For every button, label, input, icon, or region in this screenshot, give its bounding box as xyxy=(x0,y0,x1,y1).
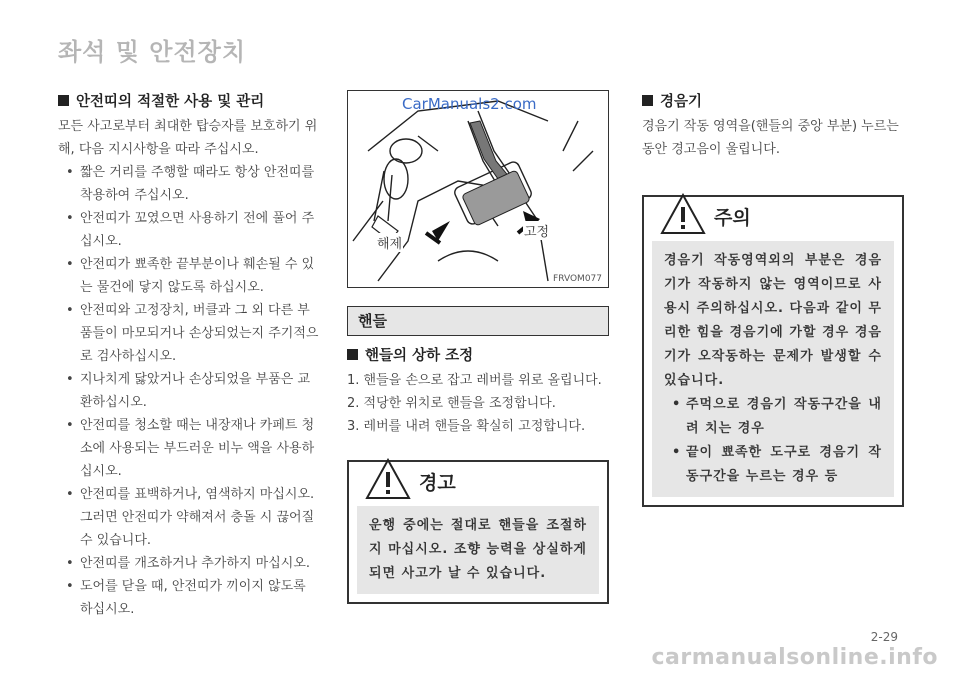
bullet-dot: • xyxy=(66,165,74,180)
warning-triangle-icon xyxy=(660,193,706,235)
warning-box xyxy=(347,460,609,604)
list-item: 1. 핸들을 손으로 잡고 레버를 위로 올립니다. xyxy=(347,373,602,388)
seatbelt-section xyxy=(58,90,320,621)
list-item: • 지나치게 닳았거나 손상되었을 부품은 교환하십시오. xyxy=(58,368,320,414)
figure-code: FRVOM077 xyxy=(553,274,602,284)
list-item: • 주먹으로 경음기 작동구간을 내려 치는 경우 xyxy=(664,393,882,441)
steering-heading-text: 핸들의 상하 조정 xyxy=(365,348,474,364)
list-item: • 안전띠를 표백하거나, 염색하지 마십시오. 그러면 안전띠가 약해져서 충돌 시 끊어질 수 있습니다. xyxy=(58,483,320,552)
black-square-icon xyxy=(347,349,358,360)
list-item: • 안전띠와 고정장치, 버클과 그 외 다른 부품들이 마모되거나 손상되었는지 주기적으로 검사하십시오. xyxy=(58,299,320,368)
horn-heading xyxy=(642,90,904,111)
warning-text: 운행 중에는 절대로 핸들을 조절하지 마십시오. 조향 능력을 상실하게 되면 사고가 날 수 있습니다. xyxy=(357,506,599,594)
figure-watermark: CarManuals2.com xyxy=(402,95,537,113)
page-title: 좌석 및 안전장치 xyxy=(58,38,246,66)
bullet-dot: • xyxy=(66,556,74,571)
bullet-dot: • xyxy=(672,397,682,412)
list-item: • 끝이 뾰족한 도구로 경음기 작동구간을 누르는 경우 등 xyxy=(664,441,882,489)
bullet-dot: • xyxy=(66,418,74,433)
caution-title: 주의 xyxy=(714,207,751,229)
horn-text: 경음기 작동 영역을(핸들의 중앙 부분) 누르는 동안 경고음이 울립니다. xyxy=(642,119,899,157)
seatbelt-intro: 모든 사고로부터 최대한 탑승자를 보호하기 위해, 다음 지시사항을 따라 주십시오. xyxy=(58,119,318,157)
horn-heading-text: 경음기 xyxy=(660,94,703,110)
list-item: 3. 레버를 내려 핸들을 확실히 고정합니다. xyxy=(347,419,586,434)
list-item: 2. 적당한 위치로 핸들을 조정합니다. xyxy=(347,396,556,411)
caution-text: 경음기 작동영역외의 부분은 경음기가 작동하지 않는 영역이므로 사용시 주의하십시오. 다음과 같이 무리한 힘을 경음기에 가할 경우 경음기가 오작동하는 문제가 발생할 수 있습니다. xyxy=(664,253,882,388)
black-square-icon xyxy=(642,95,653,106)
bullet-dot: • xyxy=(66,579,74,594)
page-number: 2-29 xyxy=(870,630,898,644)
caution-bullet-list xyxy=(664,393,882,489)
caution-body xyxy=(652,241,894,497)
steering-section xyxy=(347,90,609,604)
caution-box-header xyxy=(644,197,902,241)
seatbelt-heading-text: 안전띠의 적절한 사용 및 관리 xyxy=(76,94,265,110)
list-item: • 안전띠가 뾰족한 끝부분이나 훼손될 수 있는 물건에 닿지 않도록 하십시오. xyxy=(58,253,320,299)
caution-box xyxy=(642,195,904,507)
black-square-icon xyxy=(58,95,69,106)
release-label: 해제 xyxy=(376,233,403,252)
list-item: • 안전띠를 청소할 때는 내장재나 카페트 청소에 사용되는 부드러운 비누 액을 사용하십시오. xyxy=(58,414,320,483)
warning-triangle-icon xyxy=(365,458,411,500)
seatbelt-heading xyxy=(58,90,320,111)
steering-column-drawing xyxy=(348,91,608,287)
bullet-dot: • xyxy=(66,303,74,318)
bullet-dot: • xyxy=(66,487,74,502)
horn-section xyxy=(642,90,904,507)
lock-label: 고정 xyxy=(523,221,550,240)
steering-lever-illustration xyxy=(347,90,609,288)
list-item: • 도어를 닫을 때, 안전띠가 끼이지 않도록 하십시오. xyxy=(58,575,320,621)
list-item: • 짧은 거리를 주행할 때라도 항상 안전띠를 착용하여 주십시오. xyxy=(58,161,320,207)
steering-heading xyxy=(347,344,609,365)
warning-box-header xyxy=(349,462,607,506)
steering-band-title: 핸들 xyxy=(347,306,609,336)
bullet-dot: • xyxy=(672,445,682,460)
seatbelt-bullet-list xyxy=(58,161,320,621)
bullet-dot: • xyxy=(66,372,74,387)
list-item: • 안전띠가 꼬였으면 사용하기 전에 풀어 주십시오. xyxy=(58,207,320,253)
warning-title: 경고 xyxy=(419,472,456,494)
bullet-dot: • xyxy=(66,257,74,272)
footer-watermark: carmanualsonline.info xyxy=(651,645,938,670)
bullet-dot: • xyxy=(66,211,74,226)
steering-steps xyxy=(347,369,609,438)
list-item: • 안전띠를 개조하거나 추가하지 마십시오. xyxy=(58,552,320,575)
